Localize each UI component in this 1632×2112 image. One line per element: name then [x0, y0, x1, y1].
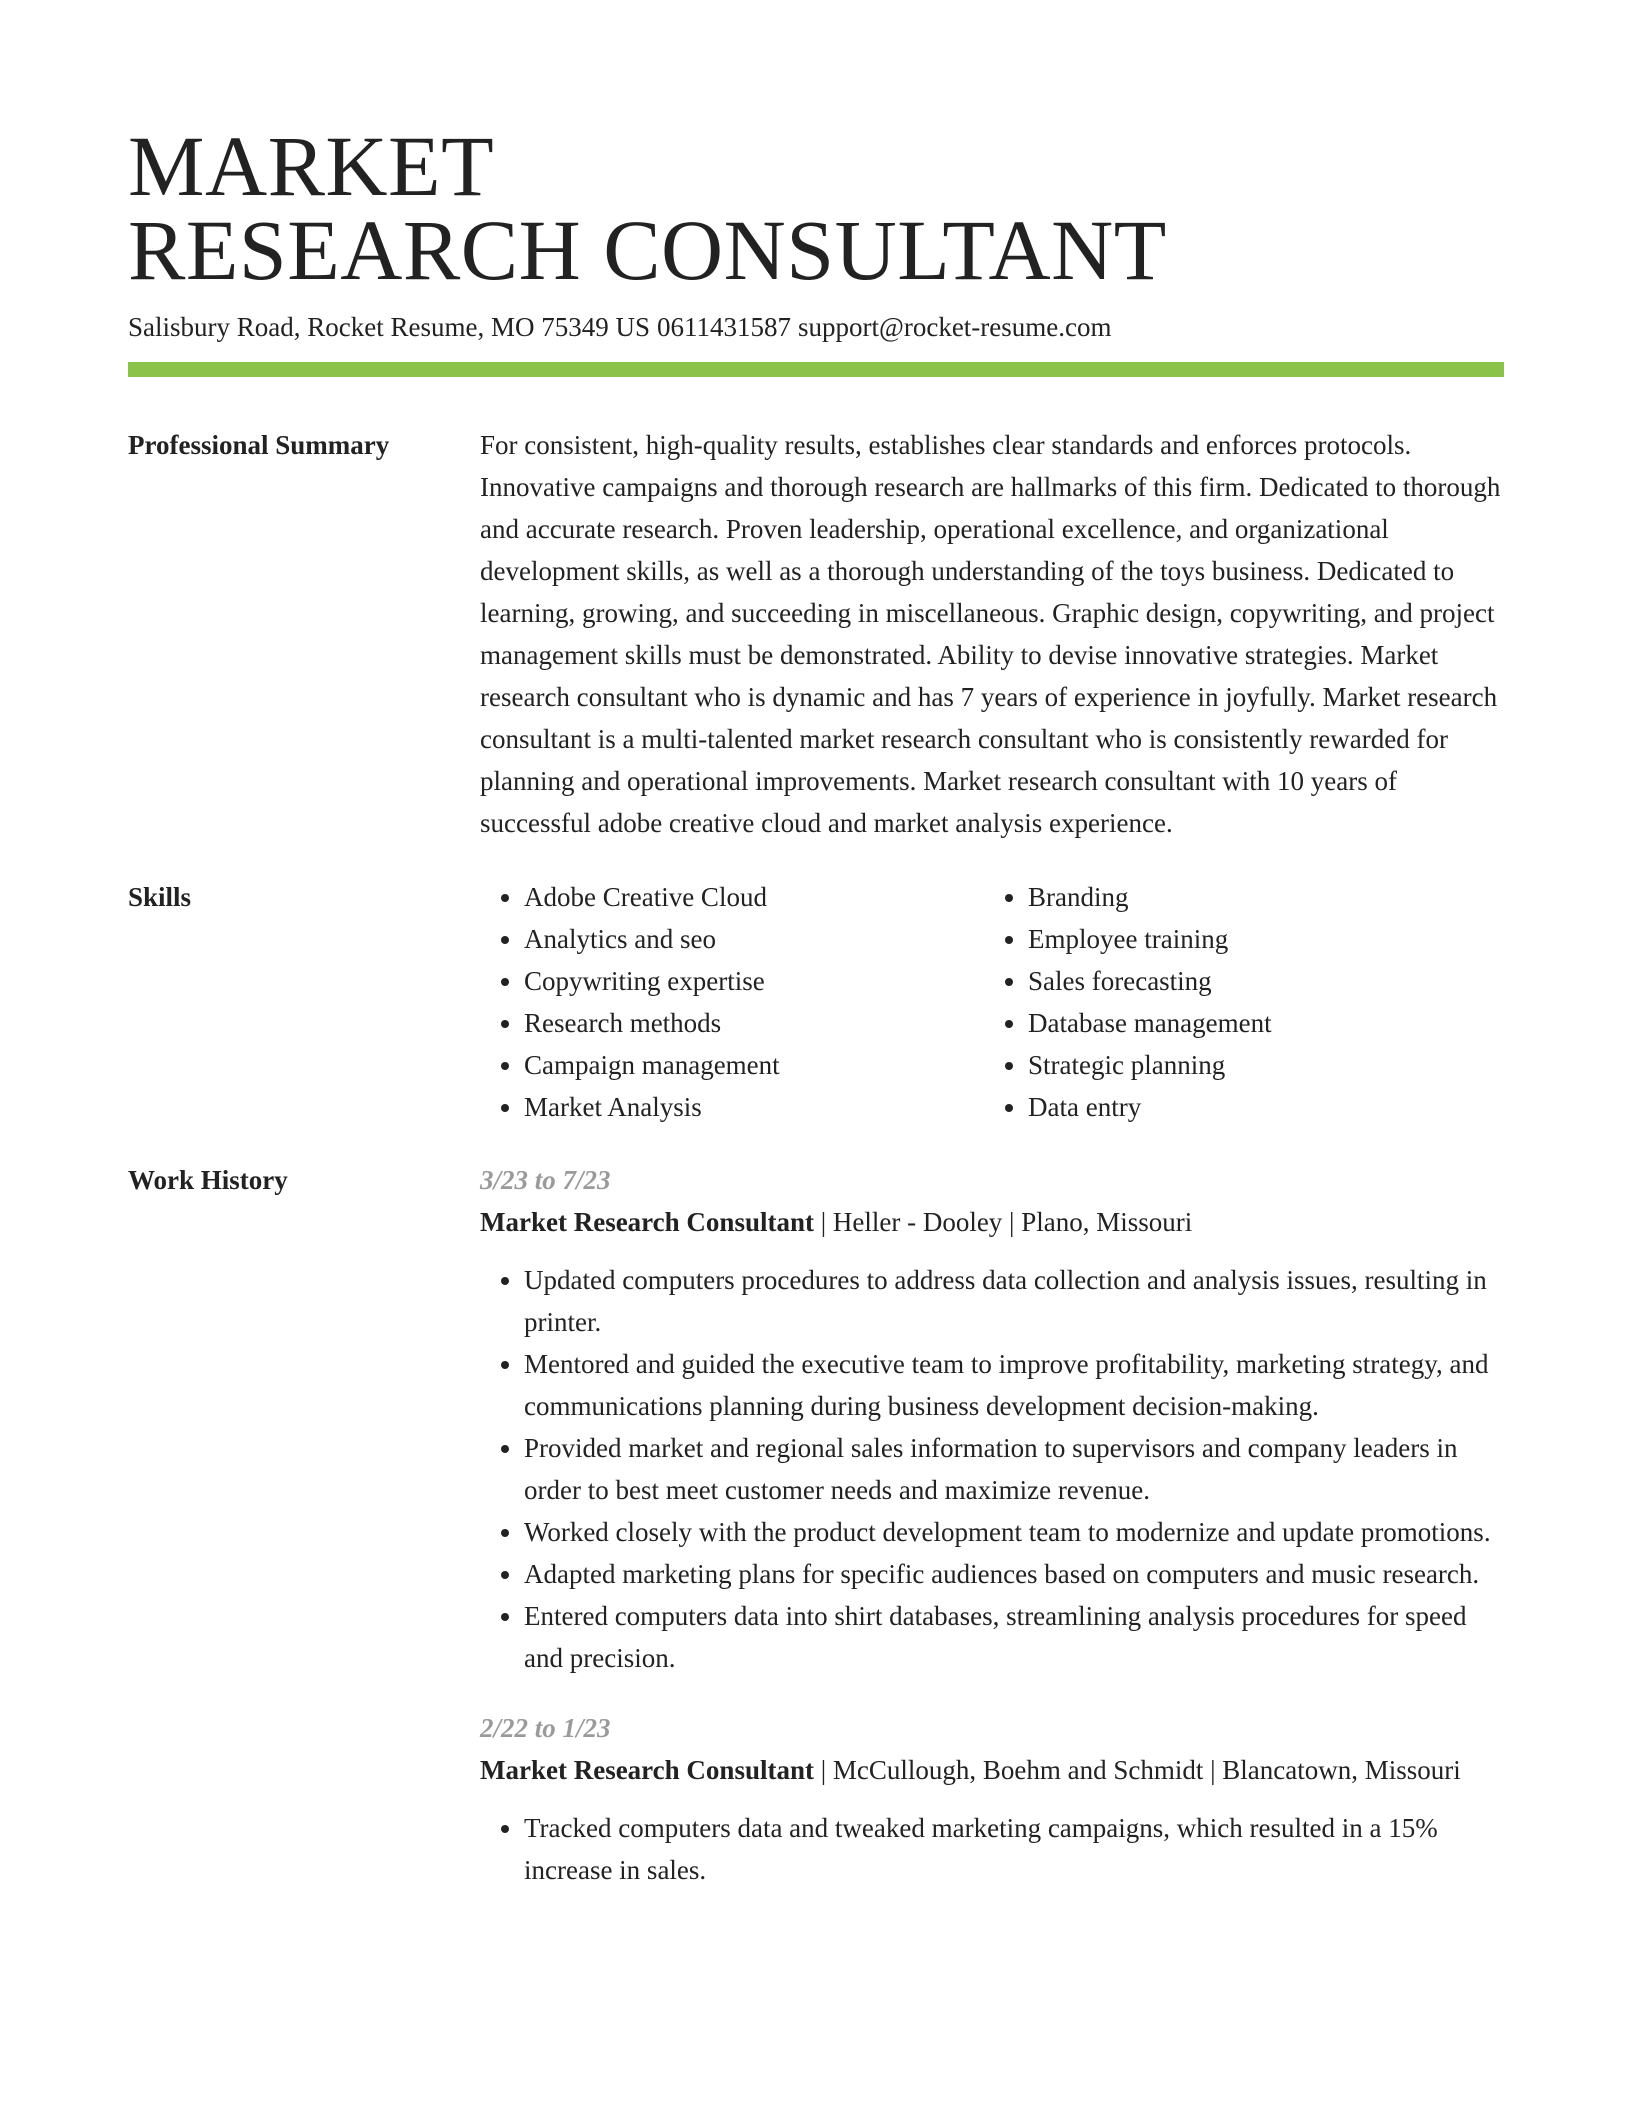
summary-section: [128, 424, 1504, 844]
accent-divider: [128, 362, 1504, 377]
name-line-1: MARKET: [128, 118, 495, 214]
skill-item: • Analytics and seo: [524, 918, 984, 960]
work-history-entries: [480, 1159, 1504, 1891]
job-entry: [480, 1159, 1504, 1679]
job-bullet: • Tracked computers data and tweaked marketing campaigns, which resulted in a 15% increase in sales.: [524, 1807, 1504, 1891]
skills-section: [128, 876, 1504, 1128]
skill-item: • Adobe Creative Cloud: [524, 876, 984, 918]
contact-phone: 0611431587: [656, 312, 791, 342]
job-date: 3/23 to 7/23: [480, 1165, 611, 1195]
section-label-summary: Professional Summary: [128, 430, 390, 460]
skill-item: • Campaign management: [524, 1044, 984, 1086]
skill-item: • Sales forecasting: [1028, 960, 1488, 1002]
job-bullets: [480, 1807, 1504, 1891]
skill-item: • Branding: [1028, 876, 1488, 918]
job-date: 2/22 to 1/23: [480, 1713, 611, 1743]
section-label-work-history: Work History: [128, 1165, 288, 1195]
skill-item: • Research methods: [524, 1002, 984, 1044]
skill-item: • Data entry: [1028, 1086, 1488, 1128]
skill-item: • Strategic planning: [1028, 1044, 1488, 1086]
work-history-section: [128, 1159, 1504, 1891]
job-heading: [480, 1201, 1504, 1243]
job-title: Market Research Consultant: [480, 1755, 814, 1785]
job-title: Market Research Consultant: [480, 1207, 814, 1237]
contact-line: [128, 310, 1504, 344]
resume-name: [128, 118, 1504, 298]
job-bullet: • Worked closely with the product development team to modernize and update promotions.: [524, 1511, 1504, 1553]
skill-item: • Database management: [1028, 1002, 1488, 1044]
summary-text: For consistent, high-quality results, establishes clear standards and enforces protocols. Innovative campaigns and thorough research are hallmarks of this firm. Dedicated to thorough and accurate research. Proven leadership, operational excellence, and organizational development skills, as well as a thorough understanding of the toys business. Dedicated to learning, growing, and succeeding in miscellaneous. Graphic design, copywriting, and project management skills must be demonstrated. Ability to devise innovative strategies. Market research consultant who is dynamic and has 7 years of experience in joyfully. Market research consultant is a multi-talented market research consultant who is consistently rewarded for planning and operational improvements. Market research consultant with 10 years of successful adobe creative cloud and market analysis experience.: [480, 430, 1501, 838]
skill-item: • Employee training: [1028, 918, 1488, 960]
job-entry: [480, 1707, 1504, 1891]
job-heading: [480, 1749, 1504, 1791]
skills-column-right: [984, 876, 1488, 1128]
job-employer: | Heller - Dooley | Plano, Missouri: [813, 1207, 1193, 1237]
job-bullet: • Entered computers data into shirt databases, streamlining analysis procedures for speed and precision.: [524, 1595, 1504, 1679]
contact-address: Salisbury Road, Rocket Resume, MO 75349 US: [128, 312, 650, 342]
name-line-2: RESEARCH CONSULTANT: [128, 202, 1167, 298]
skill-item: • Market Analysis: [524, 1086, 984, 1128]
job-bullet: • Provided market and regional sales information to supervisors and company leaders in order to best meet customer needs and maximize revenue.: [524, 1427, 1504, 1511]
job-bullets: [480, 1259, 1504, 1679]
skills-list: [480, 876, 1504, 1128]
job-bullet: • Adapted marketing plans for specific audiences based on computers and music research.: [524, 1553, 1504, 1595]
skill-item: • Copywriting expertise: [524, 960, 984, 1002]
skills-column-left: [480, 876, 984, 1128]
job-bullet: • Mentored and guided the executive team to improve profitability, marketing strategy, and communications planning during business development decision-making.: [524, 1343, 1504, 1427]
job-bullet: • Updated computers procedures to address data collection and analysis issues, resulting in printer.: [524, 1259, 1504, 1343]
section-label-skills: Skills: [128, 882, 192, 912]
contact-email: support@rocket-resume.com: [797, 312, 1112, 342]
resume-page: [128, 0, 1504, 1891]
job-employer: | McCullough, Boehm and Schmidt | Blancatown, Missouri: [813, 1755, 1461, 1785]
